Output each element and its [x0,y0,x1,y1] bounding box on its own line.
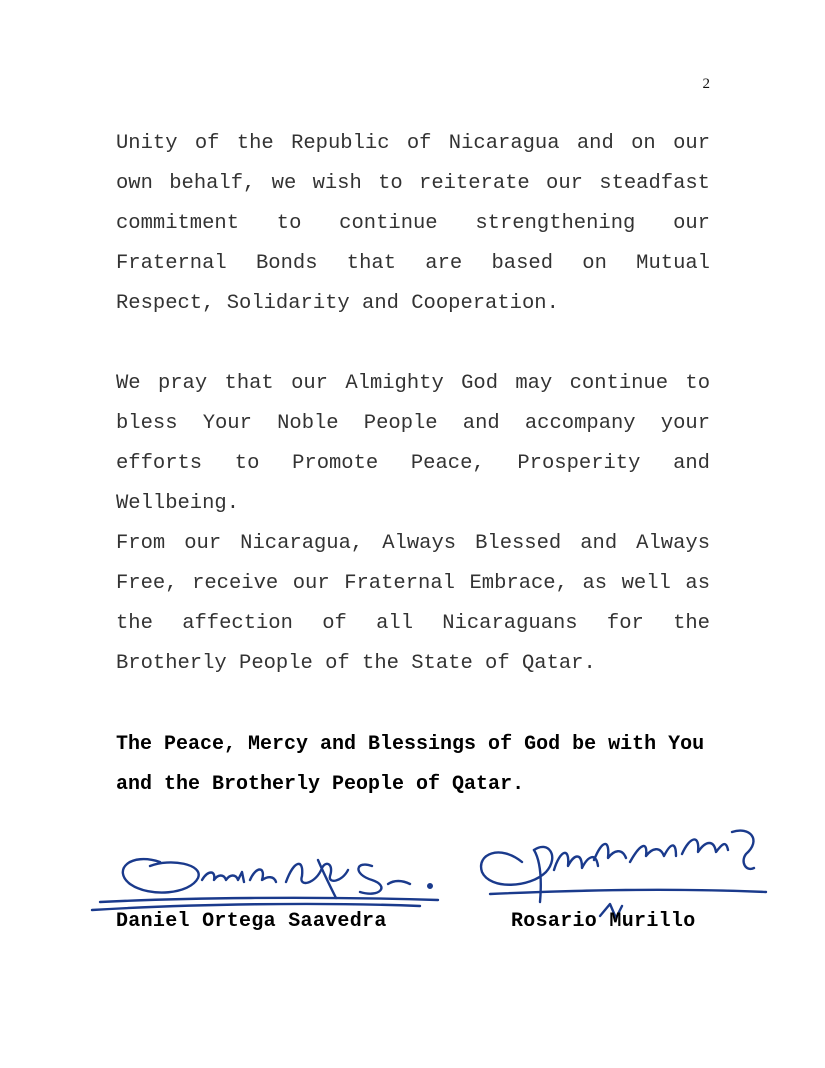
closing-blessing: The Peace, Mercy and Blessings of God be with You and the Brotherly People of Qatar. [116,733,705,796]
paragraph-3: From our Nicaragua, Always Blessed and Always Free, receive our Fraternal Embrace, as well as the affection of all Nicaraguans for the Brotherly People of the State of Qatar. [116,532,710,675]
signatory-name-left: Daniel Ortega Saavedra [116,910,387,933]
paragraph-2: We pray that our Almighty God may continue to bless Your Noble People and accompany your efforts to Promote Peace, Prosperity and Wellbeing. [116,372,710,515]
paragraph-1: Unity of the Republic of Nicaragua and on our own behalf, we wish to reiterate our steadfast commitment to continue strengthening our Fraternal Bonds that are based on Mutual Respect, Solidarity and Cooperation. [116,132,710,315]
page-number: 2 [702,76,710,92]
signature-daniel-ortega [90,840,450,920]
signatory-name-right: Rosario Murillo [511,910,696,933]
